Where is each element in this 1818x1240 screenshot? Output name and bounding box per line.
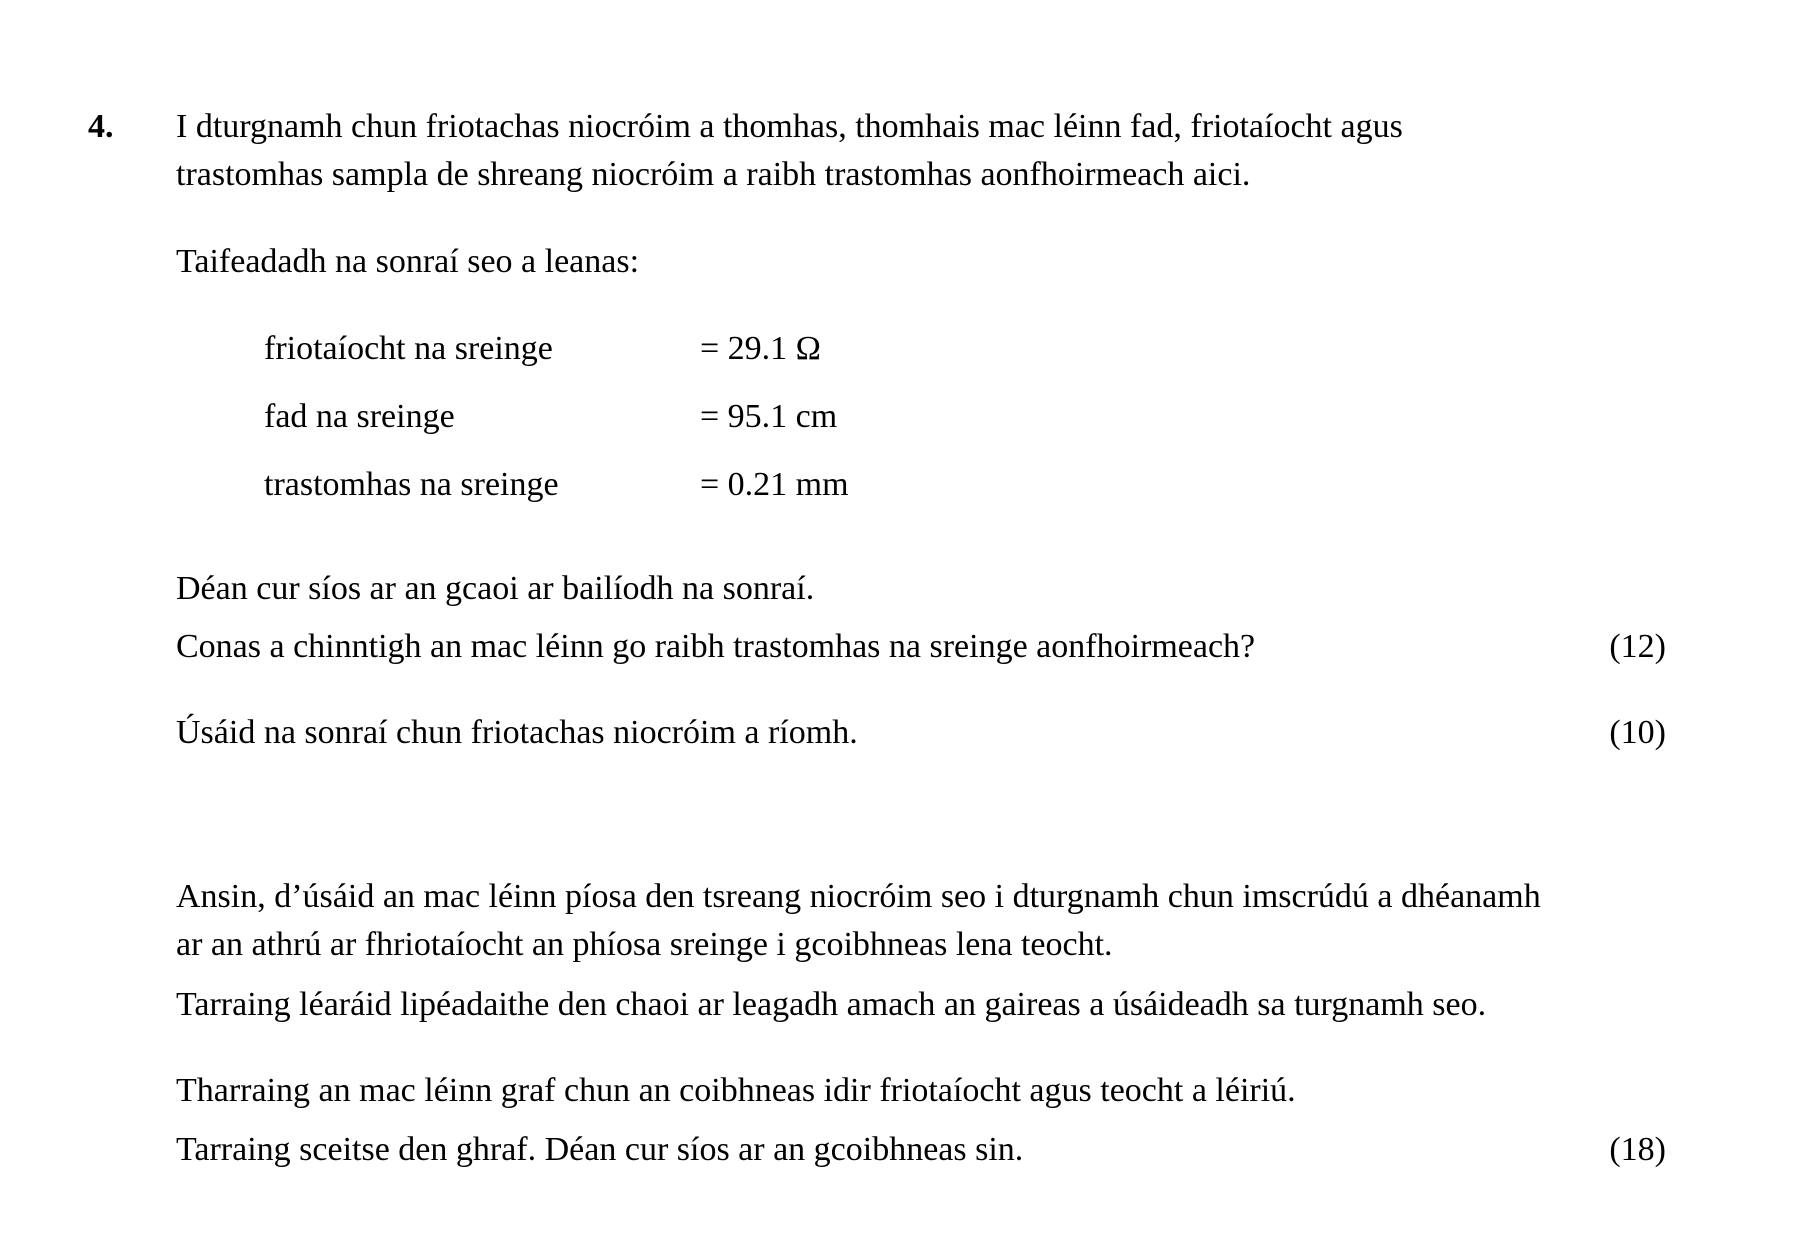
part-b-marks: (10): [1609, 714, 1666, 751]
data-label-diameter: trastomhas na sreinge: [264, 466, 559, 503]
part-a-marks: (12): [1609, 628, 1666, 665]
part-d-marks: (18): [1609, 1131, 1666, 1168]
data-value-resistance: = 29.1 Ω: [700, 330, 821, 367]
part-d-line-1: Tharraing an mac léinn graf chun an coibhneas idir friotaíocht agus teocht a léiriú.: [176, 1072, 1296, 1109]
part-b-line-1: Úsáid na sonraí chun friotachas niocróim a ríomh.: [176, 714, 858, 751]
part-a-line-1: Déan cur síos ar an gcaoi ar bailíodh na sonraí.: [176, 570, 815, 607]
intro-line-2: trastomhas sampla de shreang niocróim a raibh trastomhas aonfhoirmeach aici.: [176, 156, 1251, 193]
part-a-line-2: Conas a chinntigh an mac léinn go raibh trastomhas na sreinge aonfhoirmeach?: [176, 628, 1256, 665]
part-c-line-2: ar an athrú ar fhriotaíocht an phíosa sreinge i gcoibhneas lena teocht.: [176, 926, 1113, 963]
data-value-diameter: = 0.21 mm: [700, 466, 849, 503]
intro-line-1: I dturgnamh chun friotachas niocróim a thomhas, thomhais mac léinn fad, friotaíocht agus: [176, 108, 1403, 145]
data-label-length: fad na sreinge: [264, 398, 455, 435]
data-label-resistance: friotaíocht na sreinge: [264, 330, 553, 367]
data-value-length: = 95.1 cm: [700, 398, 838, 435]
part-d-line-2: Tarraing sceitse den ghraf. Déan cur síos ar an gcoibhneas sin.: [176, 1131, 1024, 1168]
question-number: 4.: [88, 108, 114, 145]
part-c-line-3: Tarraing léaráid lipéadaithe den chaoi ar leagadh amach an gaireas a úsáideadh sa turgnamh seo.: [176, 986, 1487, 1023]
data-heading: Taifeadadh na sonraí seo a leanas:: [176, 243, 640, 280]
part-c-line-1: Ansin, d’úsáid an mac léinn píosa den tsreang niocróim seo i dturgnamh chun imscrúdú a dhéanamh: [176, 878, 1541, 915]
